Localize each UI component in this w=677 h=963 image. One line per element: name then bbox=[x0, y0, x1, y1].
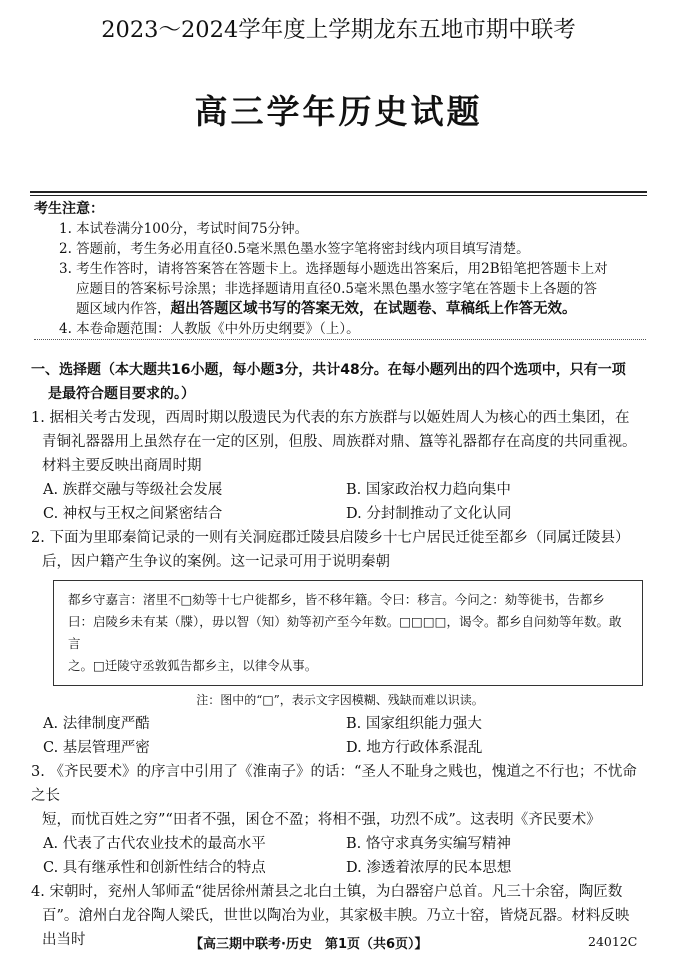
notes-item-3-cont: 应题目的答案标号涂黑；非选择题请用直径0.5毫米黑色墨水签字笔在答题卡上各题的答 bbox=[76, 281, 597, 297]
question-1-options-row-2 bbox=[31, 502, 649, 526]
source-quote-line-2: 曰：启陵乡未有某（牒），毋以智（知）劾等初产至今年数。□□□□，谒令。都乡自问劾等年数。敢言 bbox=[68, 614, 622, 651]
source-quote-box bbox=[53, 580, 643, 686]
source-note: 注：图中的“□”，表示文字因模糊、残缺而难以识读。 bbox=[196, 693, 484, 707]
question-1-option-d: D. 分封制推动了文化认同 bbox=[346, 506, 512, 522]
question-2-option-c: C. 基层管理严密 bbox=[43, 740, 150, 756]
notes-item-3-text: 题区域内作答， bbox=[76, 301, 171, 317]
exam-name: 2023～2024学年度上学期龙东五地市期中联考 bbox=[101, 17, 576, 43]
section-heading: 一、选择题（本大题共16小题，每小题3分，共计48分。在每小题列出的四个选项中，只有一项 bbox=[31, 362, 626, 378]
question-3-options-row-2 bbox=[31, 856, 649, 880]
question-2-option-d: D. 地方行政体系混乱 bbox=[346, 740, 483, 756]
question-2-line-1: 2. 下面为里耶秦简记录的一则有关洞庭郡迁陵县启陵乡十七户居民迁徙至都乡（同属迁陵县） bbox=[31, 530, 630, 546]
question-2-option-b: B. 国家组织能力强大 bbox=[346, 716, 482, 732]
question-3-option-d: D. 渗透着浓厚的民本思想 bbox=[346, 860, 512, 876]
question-3-option-c: C. 具有继承性和创新性结合的特点 bbox=[43, 860, 266, 876]
footer-paper-code: 24012C bbox=[588, 934, 638, 949]
question-1-line-2: 青铜礼器器用上虽然存在一定的区别，但殷、周族群对鼎、簋等礼器都存在高度的共同重视。 bbox=[42, 434, 637, 450]
question-1-option-a: A. 族群交融与等级社会发展 bbox=[43, 482, 223, 498]
notes-item-4: 4. 本卷命题范围：人教版《中外历史纲要》（上）。 bbox=[59, 321, 360, 337]
page-title: 高三学年历史试题 bbox=[194, 92, 483, 131]
notes-item-2: 2. 答题前，考生务必用直径0.5毫米黑色墨水签字笔将密封线内项目填写清楚。 bbox=[59, 241, 530, 257]
notes-heading: 考生注意： bbox=[34, 201, 104, 217]
notes-item-3: 3. 考生作答时，请将答案答在答题卡上。选择题每小题选出答案后，用2B铅笔把答题卡上对 bbox=[59, 261, 608, 277]
notes-item-1: 1. 本试卷满分100分，考试时间75分钟。 bbox=[59, 221, 309, 237]
notes-item-3-emphasis: 超出答题区域书写的答案无效，在试题卷、草稿纸上作答无效。 bbox=[170, 301, 577, 317]
header-rule-thick bbox=[30, 191, 647, 193]
question-1 bbox=[31, 406, 649, 526]
source-quote-line-1: 都乡守嘉言：渚里不□劾等十七户徙都乡，皆不移年籍。令曰：移言。今问之：劾等徙书，告都乡 bbox=[68, 592, 605, 607]
questions bbox=[31, 358, 649, 952]
candidate-notes bbox=[34, 199, 646, 339]
question-3-option-b: B. 恪守求真务实编写精神 bbox=[346, 836, 511, 852]
question-1-option-b: B. 国家政治权力趋向集中 bbox=[346, 482, 511, 498]
question-3-option-a: A. 代表了古代农业技术的最高水平 bbox=[43, 836, 266, 852]
question-4-line-2: 百”。滄州白龙谷陶人梁氏，世世以陶冶为业，其家极丰腴。乃立十窑，皆烧瓦器。材料反映 bbox=[42, 908, 630, 924]
question-2-options-row-2 bbox=[31, 736, 649, 760]
question-2-options-row-1 bbox=[31, 712, 649, 736]
question-3-line-2: 短，而忧百姓之穷”“田者不强，囷仓不盈；将相不强，功烈不成”。这表明《齐民要术》 bbox=[42, 812, 601, 828]
notes-separator bbox=[34, 339, 646, 340]
question-3 bbox=[31, 760, 649, 880]
question-2-option-a: A. 法律制度严酷 bbox=[43, 716, 150, 732]
question-4-line-3: 出当时 bbox=[42, 932, 86, 948]
section-heading-cont: 是最符合题目要求的。） bbox=[48, 386, 195, 402]
question-1-option-c: C. 神权与王权之间紧密结合 bbox=[43, 506, 223, 522]
notes-item-3-cont2 bbox=[34, 299, 646, 319]
question-2 bbox=[31, 526, 649, 760]
question-4-line-1: 4. 宋朝时，兖州人邹师孟“徙居徐州萧县之北白土镇，为白器窑户总首。凡三十余窑，陶匠数 bbox=[31, 884, 623, 900]
question-2-line-2: 后，因户籍产生争议的案例。这一记录可用于说明秦朝 bbox=[42, 554, 390, 570]
question-3-options-row-1 bbox=[31, 832, 649, 856]
question-3-line-1: 3. 《齐民要术》的序言中引用了《淮南子》的话：“圣人不耻身之贱也，愧道之不行也；不忧命之长 bbox=[31, 764, 637, 804]
question-1-options-row-1 bbox=[31, 478, 649, 502]
header-rule-thin bbox=[30, 195, 647, 196]
question-1-line-1: 1. 据相关考古发现，西周时期以殷遗民为代表的东方族群与以姬姓周人为核心的西土集团，在 bbox=[31, 410, 630, 426]
source-quote-line-3: 之。□迁陵守丞敦狐告都乡主，以律令从事。 bbox=[68, 658, 318, 673]
question-1-line-3: 材料主要反映出商周时期 bbox=[42, 458, 202, 474]
footer-page-info: 【高三期中联考·历史 第1页（共6页）】 bbox=[190, 937, 428, 952]
